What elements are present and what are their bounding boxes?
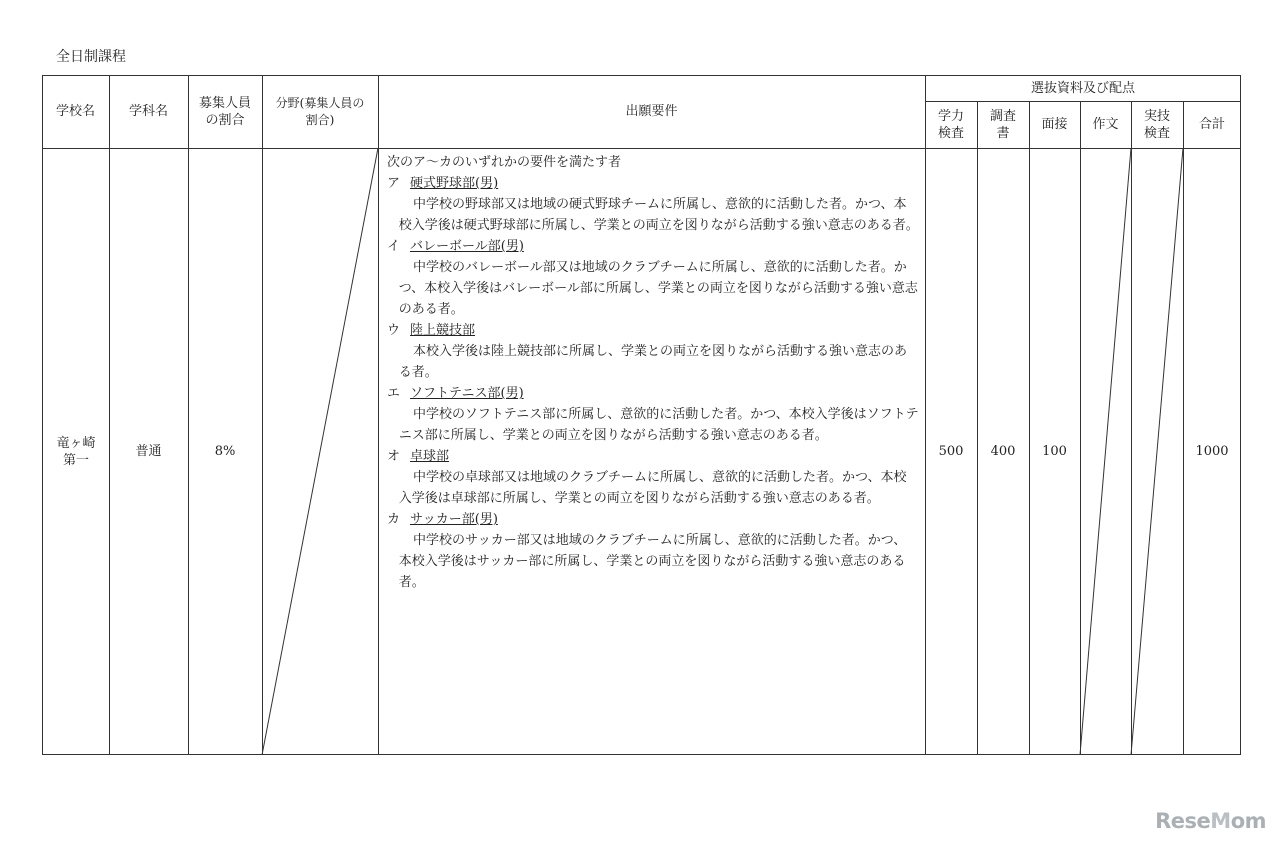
header-ratio: 募集人員の割合 bbox=[198, 95, 251, 128]
header-essay: 作文 bbox=[1092, 117, 1119, 132]
score-report: 400 bbox=[990, 444, 1016, 459]
header-selection: 選抜資料及び配点 bbox=[1030, 80, 1135, 96]
requirement-item bbox=[387, 383, 919, 446]
resemom-logo: ReseMom bbox=[1155, 809, 1266, 833]
requirement-item bbox=[387, 509, 919, 593]
course-caption: 全日制課程 bbox=[56, 49, 126, 65]
header-academic-test: 学力検査 bbox=[937, 108, 964, 141]
item-body: 中学校のソフトテニス部に所属し、意欲的に活動した者。かつ、本校入学後はソフトテニス部に所属し、学業との両立を図りながら活動する強い意志のある者。 bbox=[398, 407, 919, 443]
header-interview: 面接 bbox=[1041, 117, 1068, 132]
item-label: ア bbox=[387, 176, 401, 191]
item-title: バレーボール部(男) bbox=[410, 239, 524, 254]
dept-name: 普通 bbox=[135, 444, 162, 459]
header-total: 合計 bbox=[1198, 117, 1225, 132]
item-title: 卓球部 bbox=[410, 449, 450, 464]
requirement-item bbox=[387, 446, 919, 509]
item-title: 硬式野球部(男) bbox=[410, 176, 499, 191]
requirement-item bbox=[387, 173, 919, 236]
school-name: 竜ヶ崎第一 bbox=[56, 435, 96, 468]
item-label: オ bbox=[387, 449, 401, 464]
ratio-value: 8% bbox=[214, 444, 236, 459]
requirement-item bbox=[387, 320, 919, 383]
header-requirements: 出願要件 bbox=[625, 104, 678, 119]
header-field: 分野(募集人員の割合) bbox=[275, 95, 365, 127]
requirements-intro: 次のア～カのいずれかの要件を満たす者 bbox=[387, 155, 622, 170]
item-label: イ bbox=[387, 239, 401, 254]
item-title: サッカー部(男) bbox=[410, 512, 498, 527]
score-total: 1000 bbox=[1195, 444, 1229, 459]
item-body: 中学校の卓球部又は地域のクラブチームに所属し、意欲的に活動した者。かつ、本校入学後は卓球部に所属し、学業との両立を図りながら活動する強い意志のある者。 bbox=[398, 470, 907, 506]
item-label: エ bbox=[387, 386, 401, 401]
requirements-text bbox=[387, 152, 919, 593]
item-title: 陸上競技部 bbox=[410, 323, 476, 338]
item-body: 中学校のサッカー部又は地域のクラブチームに所属し、意欲的に活動した者。かつ、本校入学後はサッカー部に所属し、学業との両立を図りながら活動する強い意志のある者。 bbox=[398, 533, 907, 590]
requirement-item bbox=[387, 236, 919, 320]
item-body: 本校入学後は陸上競技部に所属し、学業との両立を図りながら活動する強い意志のある者。 bbox=[398, 344, 907, 380]
header-practical: 実技検査 bbox=[1143, 108, 1170, 141]
item-label: カ bbox=[387, 512, 401, 527]
item-label: ウ bbox=[387, 323, 401, 338]
item-body: 中学校の野球部又は地域の硬式野球チームに所属し、意欲的に活動した者。かつ、本校入学後は硬式野球部に所属し、学業との両立を図りながら活動する強い意志のある者。 bbox=[398, 197, 919, 233]
header-school: 学校名 bbox=[55, 104, 95, 119]
item-title: ソフトテニス部(男) bbox=[410, 386, 524, 401]
header-report: 調査書 bbox=[989, 108, 1016, 141]
item-body: 中学校のバレーボール部又は地域のクラブチームに所属し、意欲的に活動した者。かつ、本校入学後はバレーボール部に所属し、学業との両立を図りながら活動する強い意志のある者。 bbox=[398, 260, 918, 317]
header-dept: 学科名 bbox=[128, 104, 168, 119]
score-academic: 500 bbox=[938, 444, 964, 459]
score-interview: 100 bbox=[1042, 444, 1067, 459]
